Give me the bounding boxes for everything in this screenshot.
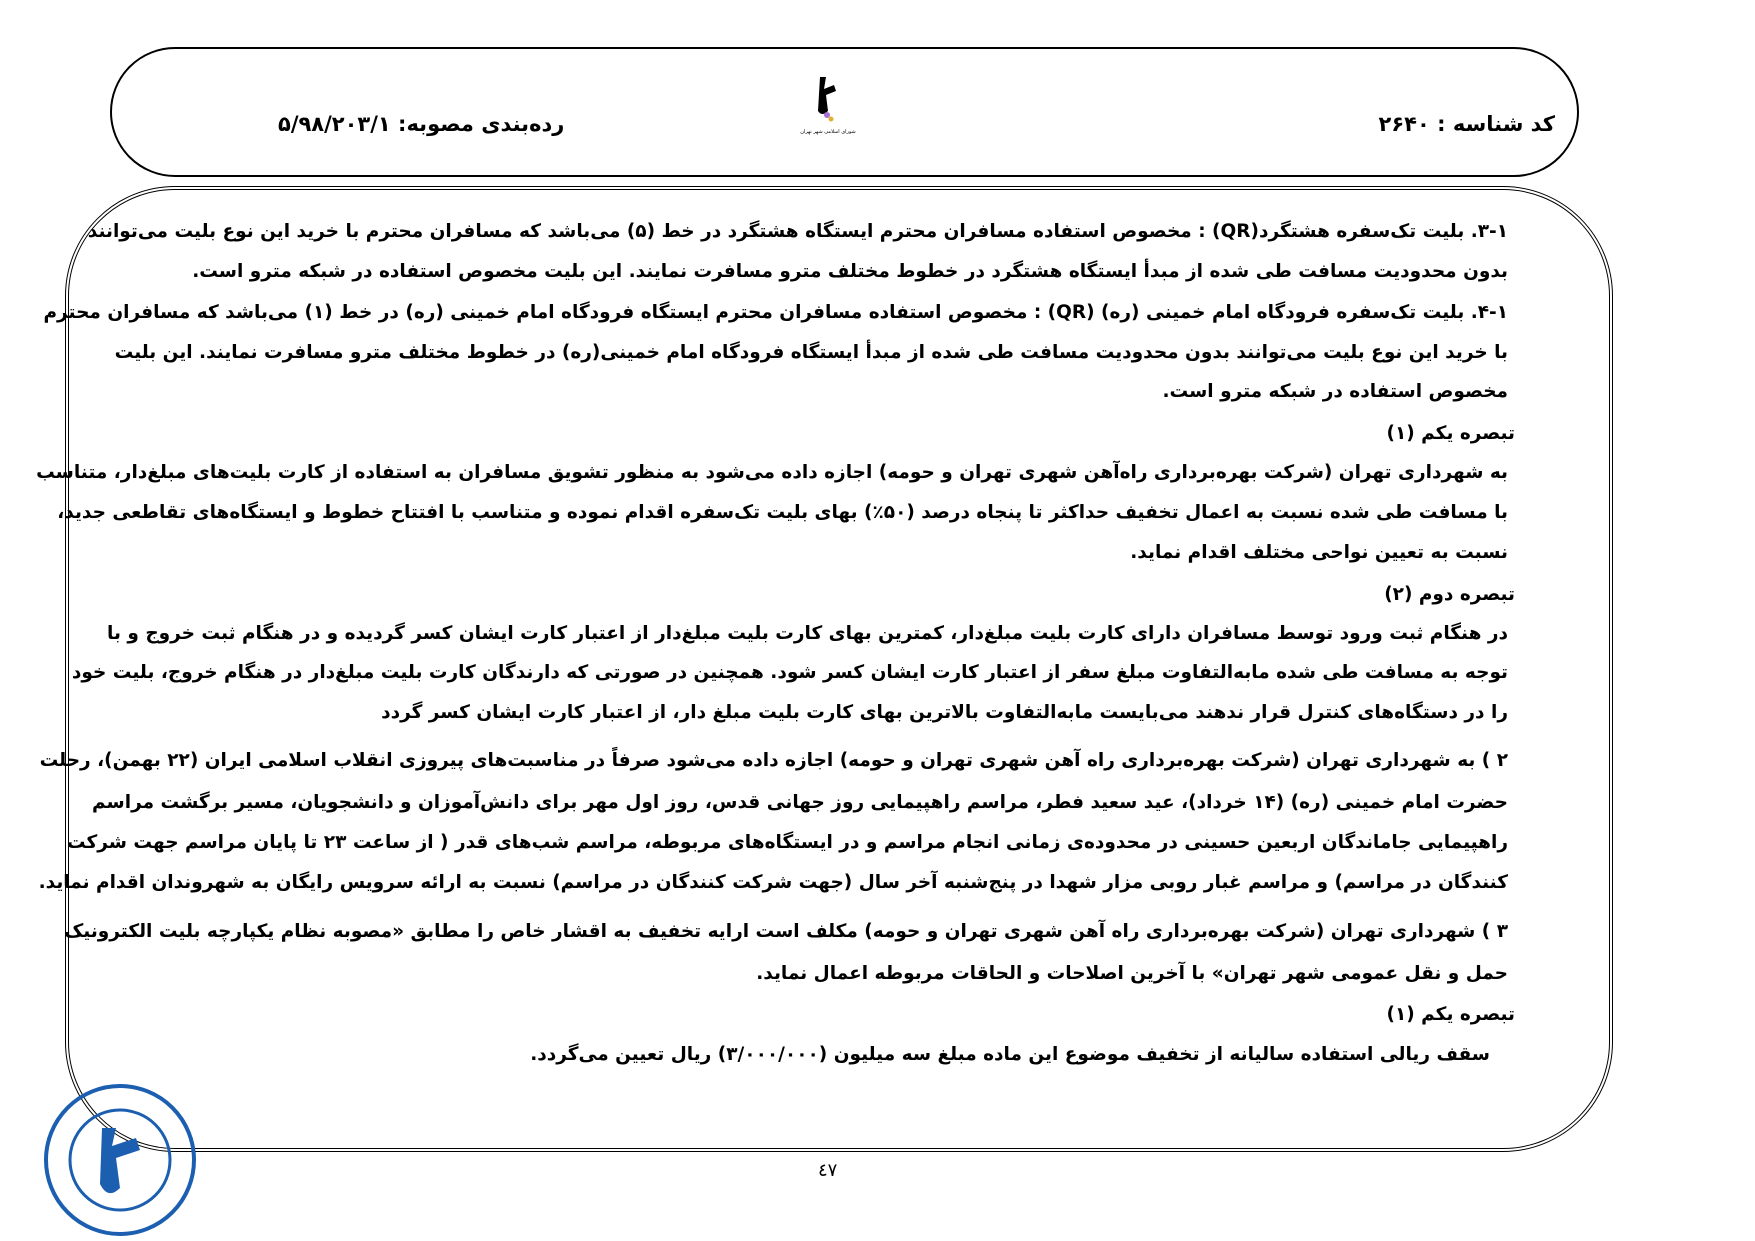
text-line: در هنگام ثبت ورود توسط مسافران دارای کارت بلیت مبلغ‌دار، کمترین بهای کارت بلیت مبلغ‌دار از اعتبار کارت ایشان کسر گردیده و در هنگام ثبت خروج و با	[107, 623, 1508, 644]
resolution-classification: رده‌بندی مصوبه: ۵/۹۸/۲۰۳/۱	[278, 112, 565, 136]
section-heading: تبصره دوم (۲)	[1384, 584, 1515, 605]
text-line: به شهرداری تهران (شرکت بهره‌برداری راه‌آهن شهری تهران و حومه) اجازه داده می‌شود به منظور تشویق مسافران به استفاده از کارت بلیت‌های مبلغ‌دار، متناسب	[36, 462, 1508, 483]
text-line: ۲ ) به شهرداری تهران (شرکت بهره‌برداری راه آهن شهری تهران و حومه) اجازه داده می‌شود صرفاً در مناسبت‌های پیروزی انقلاب اسلامی ایران (۲۲ بهمن)، رحلت	[39, 750, 1508, 771]
text-line: بدون محدودیت مسافت طی شده از مبدأ ایستگاه هشتگرد در خطوط مختلف مترو مسافرت نمایند. این بلیت مخصوص استفاده در شبکه مترو است.	[192, 261, 1508, 282]
text-line: توجه به مسافت طی شده مابه‌التفاوت مبلغ سفر از اعتبار کارت ایشان کسر شود. همچنین در صورتی که دارندگان کارت بلیت مبلغ‌دار در هنگام خروج، بلیت خود	[71, 662, 1508, 683]
text-line: نسبت به تعیین نواحی مختلف اقدام نماید.	[1130, 542, 1508, 563]
text-line: کنندگان در مراسم) و مراسم غبار روبی مزار شهدا در پنج‌شنبه آخر سال (جهت شرکت کنندگان در مراسم) نسبت به ارائه سرویس رایگان به شهروندان اقدام نماید.	[38, 872, 1508, 893]
text-line: ۳ ) شهرداری تهران (شرکت بهره‌برداری راه آهن شهری تهران و حومه) مکلف است ارایه تخفیف به اقشار خاص را مطابق «مصوبه نظام یکپارچه بلیت الکترونیک	[64, 921, 1508, 942]
text-line: ۴-۱. بلیت تک‌سفره فرودگاه امام خمینی (ره) (QR) : مخصوص استفاده مسافران محترم ایستگاه فرودگاه امام خمینی (ره) در خط (۱) می‌باشد که مسافران محترم	[43, 302, 1508, 323]
text-line: با خرید این نوع بلیت می‌توانند بدون محدودیت مسافت طی شده از مبدأ ایستگاه فرودگاه امام خمینی(ره) در خطوط مختلف مترو مسافرت نمایند. این بلیت	[114, 342, 1508, 363]
section-heading: تبصره یکم (۱)	[1386, 1004, 1515, 1025]
section-heading: تبصره یکم (۱)	[1386, 423, 1515, 444]
text-line: مخصوص استفاده در شبکه مترو است.	[1162, 381, 1508, 402]
text-line: ۳-۱. بلیت تک‌سفره هشتگرد(QR) : مخصوص استفاده مسافران محترم ایستگاه هشتگرد در خط (۵) می‌باشد که مسافران محترم با خرید این نوع بلیت می‌توانند	[87, 221, 1508, 242]
council-logo-icon	[800, 75, 856, 137]
council-seal-icon	[40, 1080, 200, 1240]
text-line: با مسافت طی شده نسبت به اعمال تخفیف حداکثر تا پنجاه درصد (۵۰٪) بهای بلیت تک‌سفره اقدام نموده و متناسب با افتتاح خطوط و ایستگاه‌های تقاطعی جدید،	[57, 502, 1508, 523]
text-line: حمل و نقل عمومی شهر تهران» با آخرین اصلاحات و الحاقات مربوطه اعمال نماید.	[756, 963, 1508, 984]
text-line: سقف ریالی استفاده سالیانه از تخفیف موضوع این ماده مبلغ سه میلیون (۳/۰۰۰/۰۰۰) ریال تعیین می‌گردد.	[530, 1044, 1490, 1065]
svg-text:شورای اسلامی شهر تهران: شورای اسلامی شهر تهران	[800, 129, 856, 135]
text-line: را در دستگاه‌های کنترل قرار ندهند می‌بایست مابه‌التفاوت بالاترین بهای کارت بلیت مبلغ دار، از اعتبار کارت ایشان کسر گردد	[381, 702, 1508, 723]
text-line: حضرت امام خمینی (ره) (۱۴ خرداد)، عید سعید فطر، مراسم راهپیمایی روز جهانی قدس، روز اول مهر برای دانش‌آموزان و دانشجویان، مسیر برگشت مراسم	[92, 792, 1508, 813]
document-code: کد شناسه : ۲۶۴۰	[1378, 112, 1555, 136]
text-line: راهپیمایی جاماندگان اربعین حسینی در محدوده‌ی زمانی انجام مراسم و در ایستگاه‌های مربوطه، مراسم شب‌های قدر ( از ساعت ۲۳ تا پایان مراسم جهت شرکت	[66, 832, 1508, 853]
page-number: ٤٧	[818, 1160, 838, 1181]
